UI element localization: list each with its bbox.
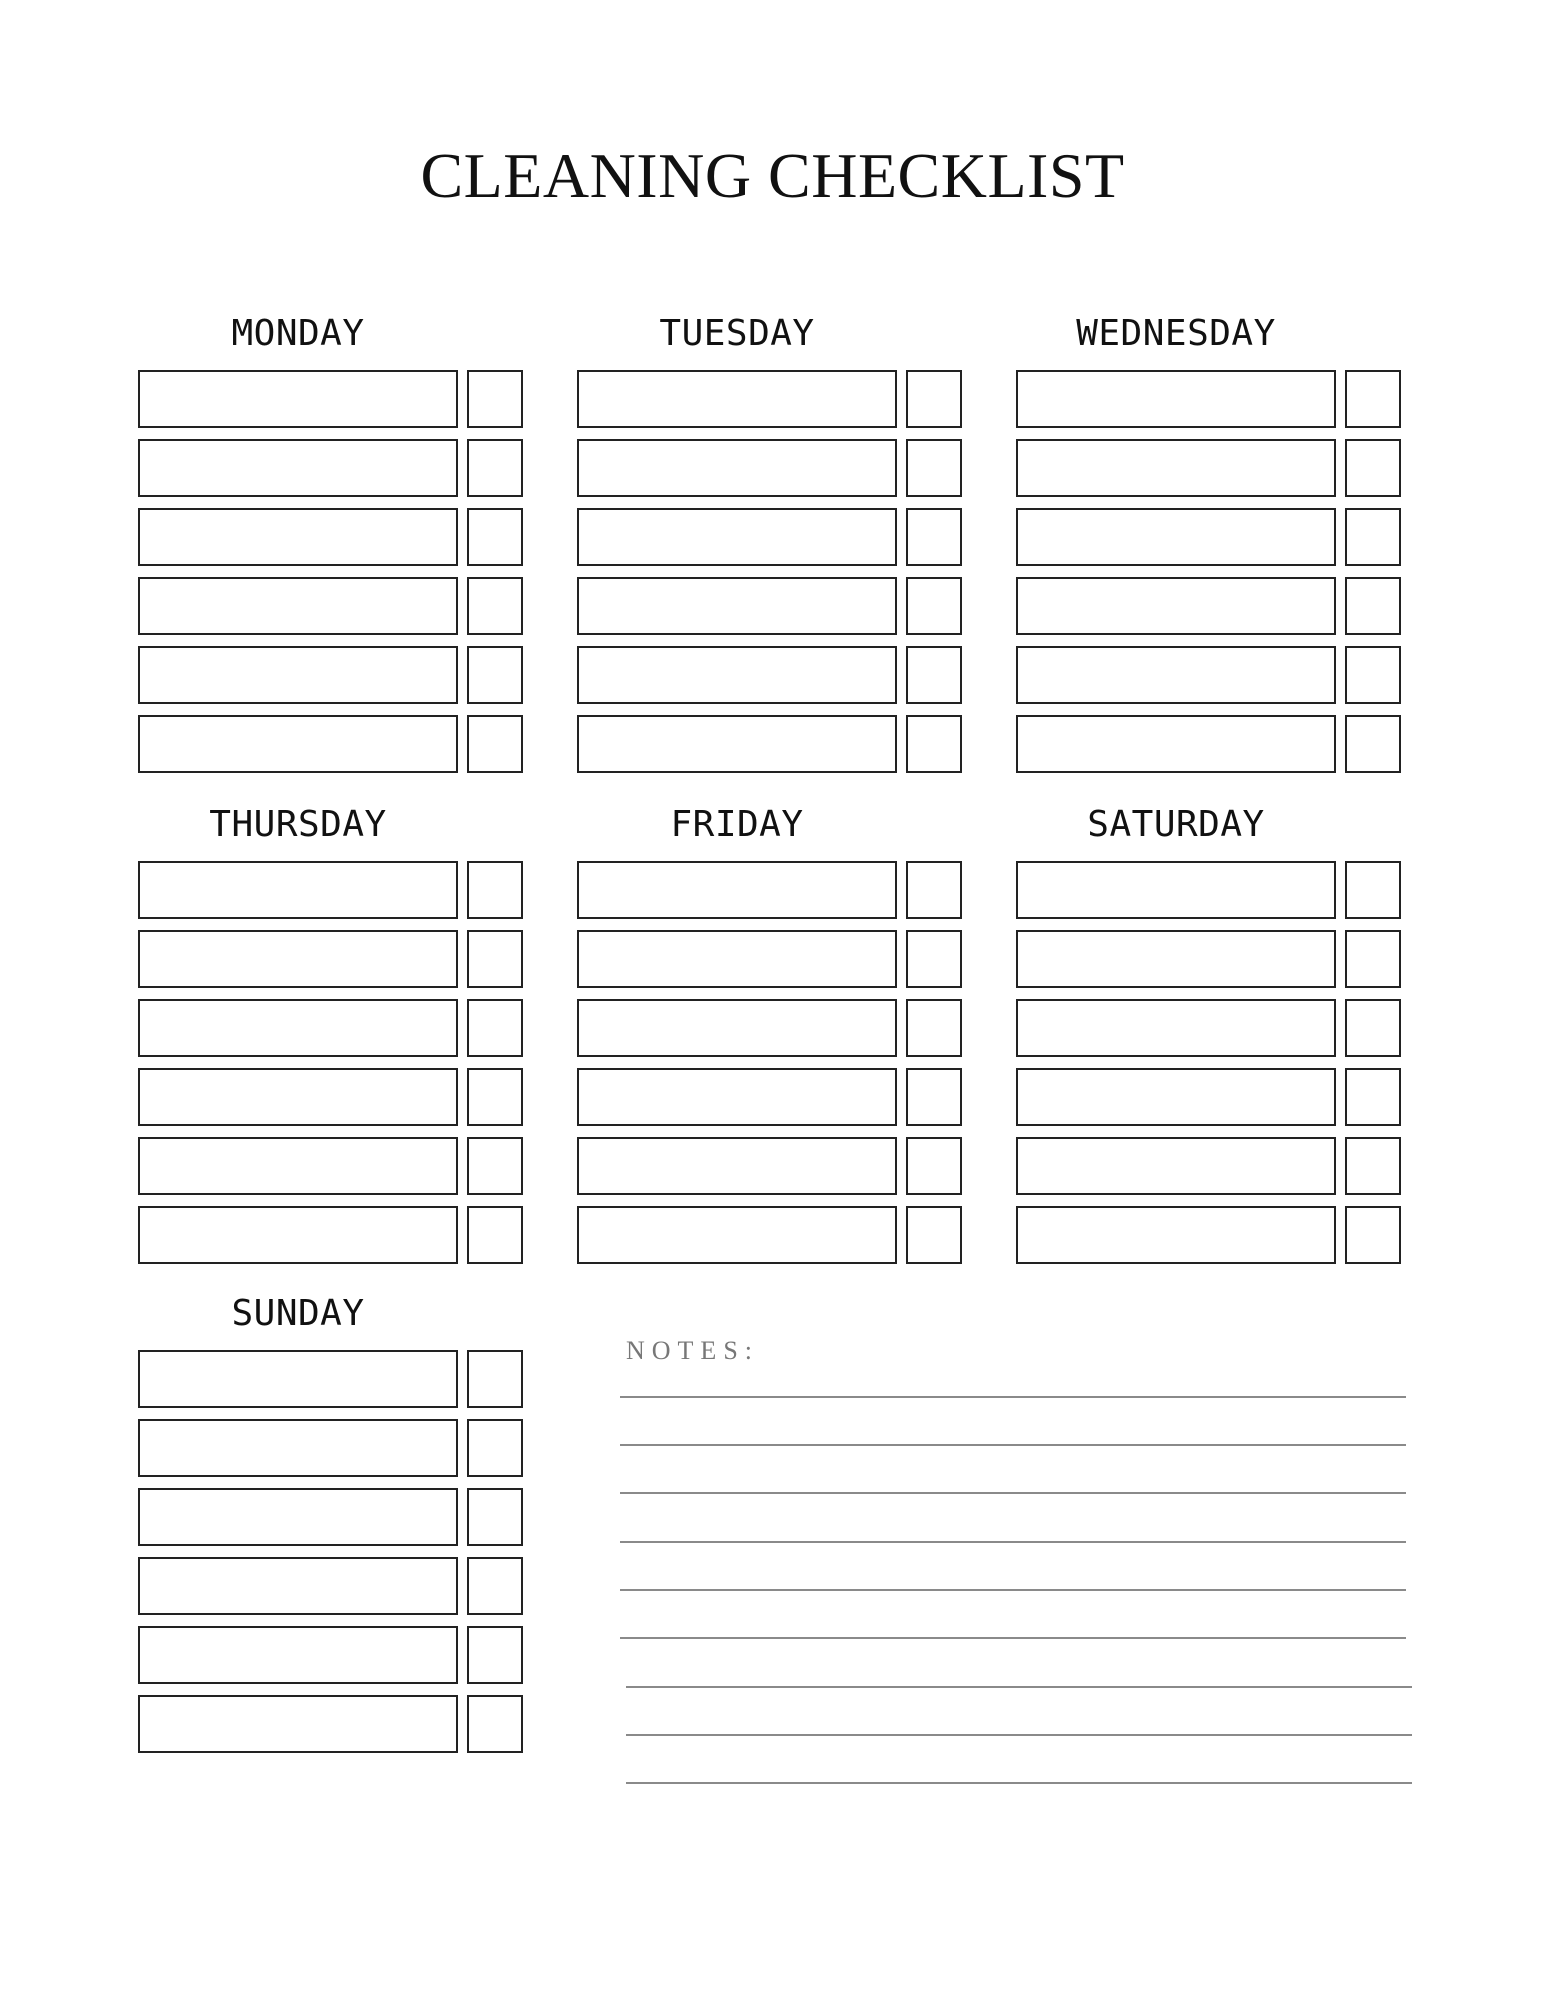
task-field[interactable] [577,508,897,566]
task-field[interactable] [138,1626,458,1684]
task-rows [138,370,528,784]
task-checkbox[interactable] [467,439,523,497]
task-field[interactable] [138,370,458,428]
task-checkbox[interactable] [467,999,523,1057]
task-field[interactable] [138,1350,458,1408]
task-row [577,715,967,773]
task-rows [138,861,528,1275]
task-checkbox[interactable] [467,370,523,428]
task-checkbox[interactable] [906,1206,962,1264]
task-field[interactable] [1016,577,1336,635]
task-checkbox[interactable] [906,861,962,919]
task-rows [577,861,967,1275]
task-row [138,1206,528,1264]
task-row [1016,861,1406,919]
task-checkbox[interactable] [467,1350,523,1408]
task-row [138,439,528,497]
notes-line[interactable] [620,1492,1406,1494]
task-checkbox[interactable] [906,577,962,635]
task-checkbox[interactable] [906,1068,962,1126]
task-field[interactable] [577,1068,897,1126]
page-title: CLEANING CHECKLIST [420,140,1125,211]
task-row [138,1068,528,1126]
task-checkbox[interactable] [1345,999,1401,1057]
task-row [577,861,967,919]
task-checkbox[interactable] [906,370,962,428]
task-checkbox[interactable] [1345,861,1401,919]
notes-line[interactable] [626,1734,1412,1736]
task-rows [577,370,967,784]
task-checkbox[interactable] [906,508,962,566]
task-checkbox[interactable] [1345,508,1401,566]
task-row [1016,715,1406,773]
task-row [138,646,528,704]
task-row [138,861,528,919]
task-rows [1016,861,1406,1275]
task-field[interactable] [1016,930,1336,988]
task-checkbox[interactable] [467,1695,523,1753]
task-field[interactable] [138,999,458,1057]
task-row [577,1206,967,1264]
task-row [1016,930,1406,988]
task-checkbox[interactable] [906,999,962,1057]
task-field[interactable] [577,1137,897,1195]
task-checkbox[interactable] [906,715,962,773]
task-checkbox[interactable] [467,577,523,635]
notes-line[interactable] [620,1444,1406,1446]
task-checkbox[interactable] [1345,577,1401,635]
task-field[interactable] [138,646,458,704]
task-field[interactable] [138,1068,458,1126]
day-label: SUNDAY [231,1293,365,1334]
task-row [1016,646,1406,704]
notes-line[interactable] [620,1396,1406,1398]
task-field[interactable] [577,1206,897,1264]
task-row [577,439,967,497]
task-field[interactable] [1016,1137,1336,1195]
task-row [138,999,528,1057]
task-row [138,370,528,428]
task-row [138,1557,528,1615]
notes-section [620,1336,1420,1816]
task-field[interactable] [577,861,897,919]
task-field[interactable] [138,439,458,497]
task-row [138,715,528,773]
task-row [577,646,967,704]
task-field[interactable] [1016,715,1336,773]
task-checkbox[interactable] [1345,715,1401,773]
task-row [138,930,528,988]
task-field[interactable] [1016,370,1336,428]
task-row [1016,1068,1406,1126]
task-field[interactable] [138,1137,458,1195]
task-checkbox[interactable] [1345,930,1401,988]
task-field[interactable] [1016,508,1336,566]
task-field[interactable] [138,1557,458,1615]
task-field[interactable] [138,1206,458,1264]
task-checkbox[interactable] [467,1488,523,1546]
task-checkbox[interactable] [467,715,523,773]
task-row [1016,577,1406,635]
task-row [138,508,528,566]
notes-line[interactable] [620,1541,1406,1543]
day-label: TUESDAY [659,313,815,354]
task-row [577,370,967,428]
task-row [1016,999,1406,1057]
task-field[interactable] [1016,861,1336,919]
task-row [138,1350,528,1408]
task-row [577,1137,967,1195]
day-label: MONDAY [231,313,365,354]
task-checkbox[interactable] [467,1419,523,1477]
task-checkbox[interactable] [1345,370,1401,428]
task-field[interactable] [138,861,458,919]
task-field[interactable] [577,999,897,1057]
task-row [577,577,967,635]
task-field[interactable] [138,1419,458,1477]
task-field[interactable] [138,1488,458,1546]
task-checkbox[interactable] [906,646,962,704]
task-field[interactable] [1016,646,1336,704]
task-row [1016,508,1406,566]
task-checkbox[interactable] [1345,646,1401,704]
day-label: FRIDAY [670,804,804,845]
task-checkbox[interactable] [467,1137,523,1195]
task-field[interactable] [138,508,458,566]
task-row [138,577,528,635]
task-checkbox[interactable] [467,1206,523,1264]
task-field[interactable] [577,370,897,428]
task-field[interactable] [1016,439,1336,497]
day-label: WEDNESDAY [1076,313,1276,354]
task-checkbox[interactable] [1345,1068,1401,1126]
day-label: THURSDAY [209,804,387,845]
task-row [138,1419,528,1477]
task-checkbox[interactable] [467,1068,523,1126]
task-checkbox[interactable] [467,1626,523,1684]
task-row [138,1695,528,1753]
task-field[interactable] [138,930,458,988]
task-row [577,1068,967,1126]
task-checkbox[interactable] [467,861,523,919]
task-checkbox[interactable] [467,508,523,566]
task-row [1016,1137,1406,1195]
task-field[interactable] [138,715,458,773]
task-row [138,1626,528,1684]
task-checkbox[interactable] [906,930,962,988]
task-field[interactable] [1016,999,1336,1057]
task-field[interactable] [577,715,897,773]
task-row [1016,439,1406,497]
notes-line[interactable] [626,1686,1412,1688]
task-field[interactable] [577,439,897,497]
task-rows [1016,370,1406,784]
task-row [577,508,967,566]
task-field[interactable] [577,646,897,704]
task-row [577,930,967,988]
notes-line[interactable] [620,1637,1406,1639]
task-rows [138,1350,528,1764]
day-label: SATURDAY [1087,804,1265,845]
task-checkbox[interactable] [1345,1206,1401,1264]
notes-line[interactable] [620,1589,1406,1591]
task-checkbox[interactable] [467,1557,523,1615]
task-checkbox[interactable] [1345,1137,1401,1195]
task-row [1016,1206,1406,1264]
task-row [138,1137,528,1195]
task-row [577,999,967,1057]
notes-label: NOTES: [626,1336,759,1365]
notes-line[interactable] [626,1782,1412,1784]
task-row [1016,370,1406,428]
task-field[interactable] [1016,1206,1336,1264]
task-checkbox[interactable] [467,930,523,988]
task-checkbox[interactable] [467,646,523,704]
task-checkbox[interactable] [1345,439,1401,497]
task-field[interactable] [1016,1068,1336,1126]
task-field[interactable] [138,577,458,635]
task-checkbox[interactable] [906,439,962,497]
task-field[interactable] [577,577,897,635]
task-checkbox[interactable] [906,1137,962,1195]
task-field[interactable] [138,1695,458,1753]
task-field[interactable] [577,930,897,988]
task-row [138,1488,528,1546]
